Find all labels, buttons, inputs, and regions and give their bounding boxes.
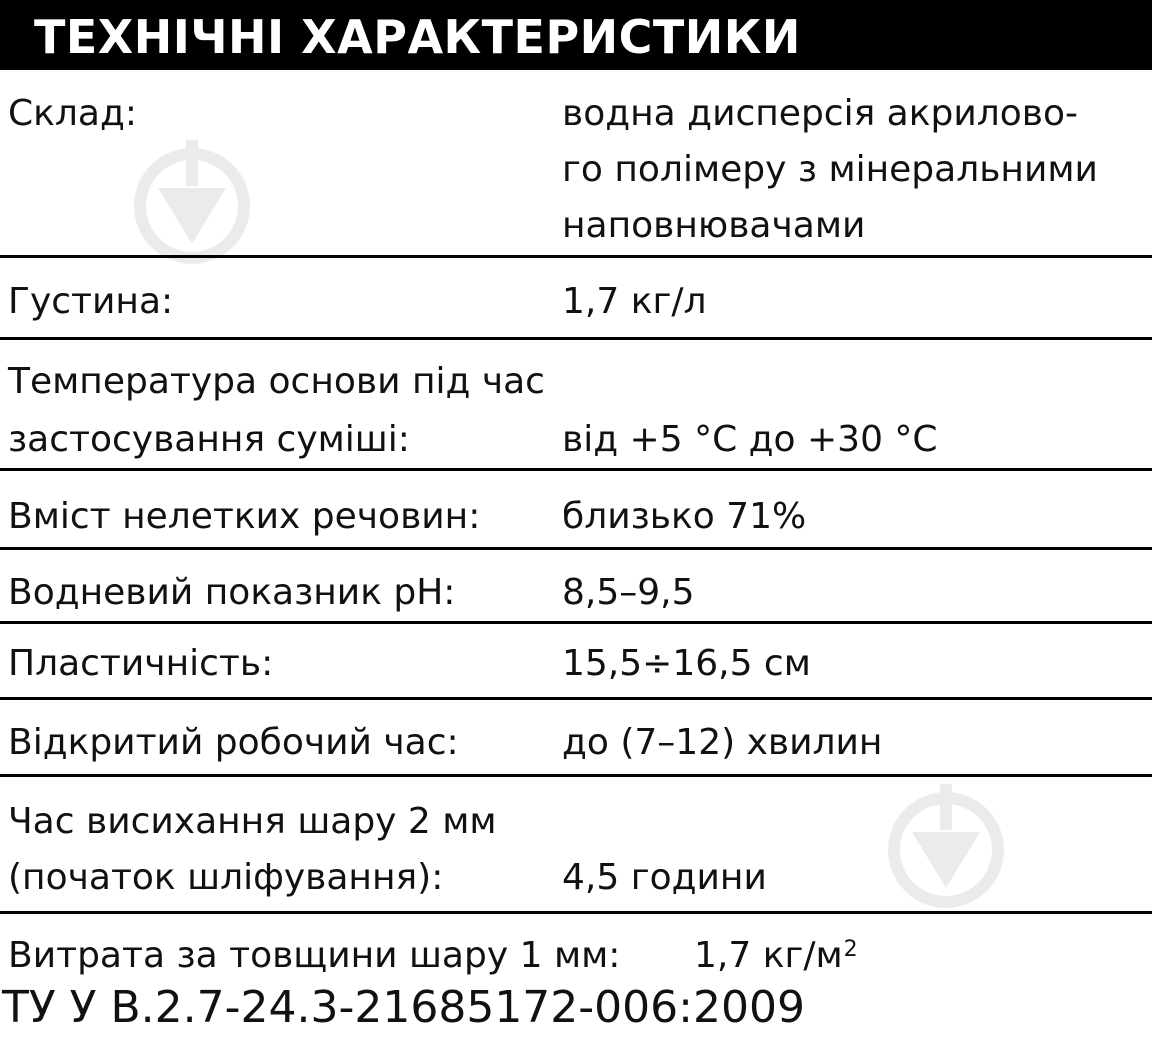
row-divider	[0, 621, 1152, 624]
open-time-label: Відкритий робочий час:	[8, 722, 459, 763]
ph-label: Водневий показник pH:	[8, 572, 456, 613]
plasticity-label: Пластичність:	[8, 643, 274, 684]
consumption-value	[694, 926, 858, 986]
ph-value: 8,5–9,5	[562, 572, 695, 613]
consumption-value-main: 1,7 кг/м	[694, 935, 843, 976]
plasticity-value: 15,5÷16,5 см	[562, 643, 811, 684]
row-divider	[0, 547, 1152, 550]
drying-time-value: 4,5 години	[562, 857, 767, 898]
temperature-label-line-1: Температура основи під час	[8, 361, 545, 402]
row-divider	[0, 911, 1152, 914]
technical-standard-code: ТУ У В.2.7-24.3-21685172-006:2009	[2, 982, 805, 1033]
open-time-value: до (7–12) хвилин	[562, 722, 883, 763]
drying-time-label-line-2: (початок шліфування):	[8, 857, 444, 898]
composition-value-line-1: водна дисперсія акрилово-	[562, 93, 1079, 134]
consumption-value-superscript: 2	[843, 937, 858, 962]
drying-time-label-line-1: Час висихання шару 2 мм	[8, 801, 497, 842]
row-divider	[0, 697, 1152, 700]
row-divider	[0, 255, 1152, 258]
density-value: 1,7 кг/л	[562, 281, 707, 322]
composition-value-line-2: го полімеру з мінеральними	[562, 149, 1098, 190]
composition-label: Склад:	[8, 93, 137, 134]
watermark-logo-icon	[884, 784, 1008, 908]
temperature-value: від +5 °С до +30 °С	[562, 419, 938, 460]
row-divider	[0, 774, 1152, 777]
composition-value-line-3: наповнювачами	[562, 205, 866, 246]
consumption-label: Витрата за товщини шару 1 мм:	[8, 935, 621, 976]
header-bar	[0, 0, 1152, 70]
page-title: ТЕХНІЧНІ ХАРАКТЕРИСТИКИ	[34, 10, 801, 64]
row-divider	[0, 337, 1152, 340]
density-label: Густина:	[8, 281, 174, 322]
watermark-logo-icon	[130, 140, 254, 264]
solids-content-value: близько 71%	[562, 496, 807, 537]
solids-content-label: Вміст нелетких речовин:	[8, 496, 481, 537]
temperature-label-line-2: застосування суміші:	[8, 419, 410, 460]
row-divider	[0, 468, 1152, 471]
